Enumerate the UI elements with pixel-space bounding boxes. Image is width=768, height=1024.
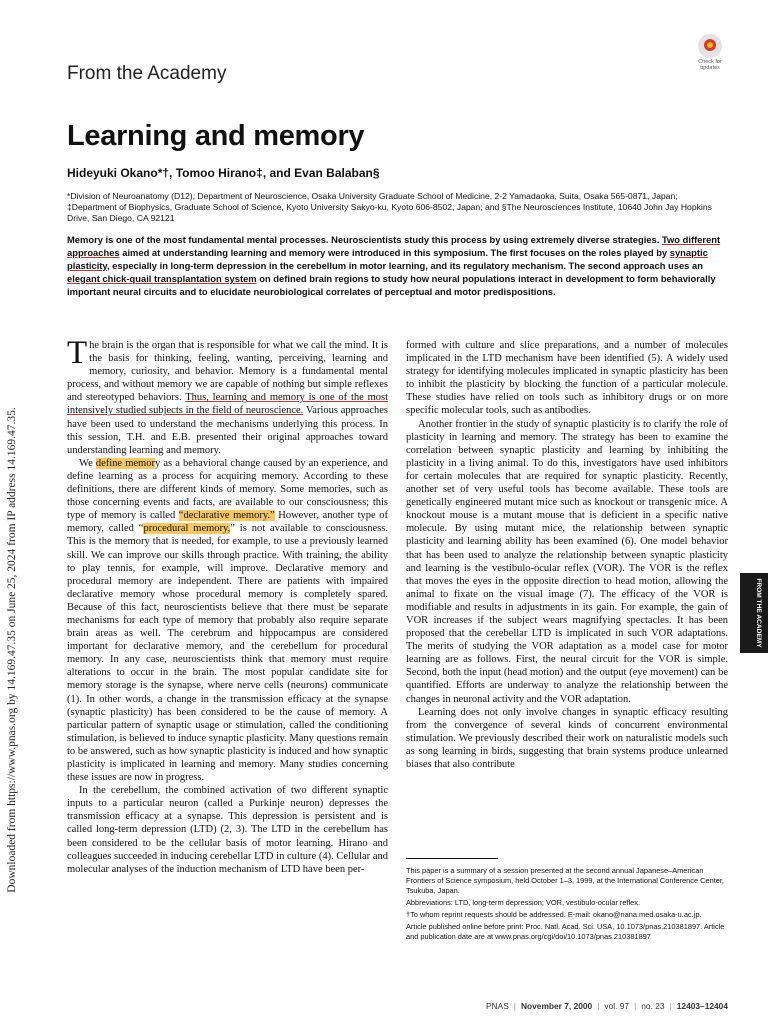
page-footer <box>380 1001 728 1011</box>
paragraph <box>67 335 388 457</box>
paragraph: formed with culture and slice preparations, and a number of molecules implicated in the LTD mechanism have been identified (5). A widely used strategy for identifying molecules implicated in synaptic plasticity has been to inhibit the plasticity by blocking the function of a particular molecule. These studies have relied on tools such as inhibitory drugs or on more specific molecular tools, such as antibodies. <box>406 340 728 417</box>
paragraph-text: Various approaches have been used to understand the mechanisms underlying this process. In this session, T.H. and E.B. presented their original approaches toward understanding learning and memory. <box>67 405 388 456</box>
footnote: Article published online before print: Proc. Natl. Acad. Sci. USA, 10.1073/pnas.210381897. Article and publication date are at www.pnas.org/cgi/doi/10.1073/pnas.210381897 <box>406 922 725 941</box>
abstract <box>67 233 729 298</box>
highlight: procedural memory, <box>143 523 231 535</box>
footnote: This paper is a summary of a session presented at the second annual Japanese–American Frontiers of Science symposium, held October 1–3, 1999, at the International Conference Center, Tsukuba, Japan. <box>406 866 724 895</box>
footnote: †To whom reprint requests should be addressed. E-mail: okano@nana.med.osaka-u.ac.jp. <box>406 910 702 919</box>
paragraph: Another frontier in the study of synaptic plasticity is to clarify the role of plasticity in learning and memory. The strategy has been to examine the correlation between synaptic plasticity and learning by inhibiting the plasticity in a living animal. To do this, investigators have used inhibitors for certain molecules that are required for synaptic plasticity. Recently, another set of very useful tools has become available. These tools are genetically engineered mutant mice such as knockout or transgenic mice. A knockout mouse is a mutant mouse that is deficient in a specific native molecule. By using mutant mice, the relationship between synaptic plasticity and learning ability has been examined (6). One model behavior that has been used to analyze the relationship between synaptic plasticity and learning is the vestibulo-ocular reflex (VOR). The VOR is the reflex that moves the eyes in the opposite direction to head motion, allowing the animal to fixate on the visual image (7). The efficacy of the VOR is modifiable and results in adjustments in its gain. For example, the gain of VOR increases if the subject wears magnifying spectacles. It has been proposed that the cerebellar LTD is implicated in such VOR adaptations. The merits of studying the VOR adaptation as a model case for motor learning are as follows. First, the neural circuit for the VOR is simple. Second, both the input (head motion) and the output (eye movement) can be quantified. Efforts are underway to analyze the relationship between the changes in neuronal activity and the VOR adaptation. <box>406 418 728 705</box>
paragraph <box>67 457 388 784</box>
footer-separator: | <box>669 1001 672 1011</box>
abstract-underline: Two different approaches <box>67 234 721 258</box>
issue-date: November 7, 2000 <box>520 1001 593 1011</box>
body-column-right <box>406 339 728 771</box>
paragraph: In the cerebellum, the combined activation of two different synaptic inputs to a particular neuron (called a Purkinje neuron) depresses the transmission efficacy at a synapse. This depression is persistent and is called long-term depression (LTD) (2, 3). The LTD in the cerebellum has been considered to be the cellular basis of motor learning. Hirano and colleagues succeeded in inducing cerebellar LTD in culture (4). Cellular and molecular analyses of the induction mechanism of LTD have been per- <box>67 785 388 875</box>
page-range: 12403–12404 <box>676 1001 728 1011</box>
paragraph-text: We <box>79 457 96 469</box>
article-title: Learning and memory <box>67 120 365 152</box>
download-stamp-text: Downloaded from https://www.pnas.org by 14.169.47.35 on June 25, 2024 from IP address 14.169.47.35. <box>6 407 18 893</box>
paragraph-text: he brain is the organ that is responsible for what we call the mind. It is the basis for thinking, feeling, wanting, perceiving, learning and memory, curiosity, and behavior. Memory is a fundamental mental process, and without memory we are capable of nothing but simple reflexes and stereotyped behaviors. <box>67 340 388 404</box>
section-side-tab <box>740 573 768 653</box>
section-heading: From the Academy <box>67 63 227 84</box>
abstract-text: Memory is one of the most fundamental mental processes. Neuroscientists study this process by using extremely diverse strategies. <box>67 234 662 245</box>
abstract-underline: synaptic plasticity <box>67 247 708 271</box>
check-updates-icon-center <box>707 42 713 48</box>
check-updates-label: Check for updates <box>698 59 722 71</box>
side-tab-label: FROM THE ACADEMY <box>755 578 762 648</box>
drop-cap: T <box>67 335 88 371</box>
footnotes <box>406 866 728 944</box>
abstract-text: , especially in long-term depression in the cerebellum in motor learning, and its regulatory mechanism. The second approach uses an <box>106 260 703 271</box>
underlined-sentence: Thus, learning and memory is one of the most intensively studied subjects in the field of neuroscience. <box>67 392 388 417</box>
issue-number: no. 23 <box>641 1001 665 1011</box>
highlight: “declarative memory.” <box>178 510 275 522</box>
paragraph-text: ” is not available to consciousness. This is the memory that is needed, for example, to use a previously learned skill. We can improve our skills through practice. With training, the ability to play tennis, for example, will improve. Declarative memory and procedural memory are independent. There are patients with impaired declarative memory whose procedural memory is completely spared. Because of this fact, neuroscientists believe that there must be separate mechanisms for each type of memory that probably also require separate brain areas as well. The cerebrum and hippocampus are considered important for declarative memory, and the cerebellum for procedural memory. In any case, neuroscientists think that memory must require alterations to occur in the brain. The most popular candidate site for memory storage is the synapse, where nerve cells (neurons) communicate (1). In other words, a change in the transmission efficacy at the synapse (synaptic plasticity) has been considered to be the cause of memory. A particular pattern of synaptic usage or stimulation, called the conditioning stimulation, is believed to induce synaptic plasticity. Many questions remain to be answered, such as how synaptic plasticity is induced and how synaptic plasticity is implicated in learning and memory. Many studies concerning these issues are now in progress. <box>67 523 388 784</box>
affiliations: *Division of Neuroanatomy (D12), Department of Neuroscience, Osaka University Graduate School of Medicine, 2-2 Yamadaoka, Suita, Osaka 565-0871, Japan; ‡Department of Biophysics, Graduate School of Science, Kyoto University Sakyo-ku, Kyoto 606-8502, Japan; and §The Neurosciences Institute, 10640 John Jay Hopkins Drive, San Diego, CA 92121 <box>67 191 712 224</box>
journal-name: PNAS <box>485 1001 509 1011</box>
footer-separator: | <box>513 1001 516 1011</box>
abstract-underline: elegant chick-quail transplantation system <box>67 273 257 284</box>
highlight: define memor <box>95 457 155 469</box>
paragraph-text: y as a behavioral change caused by an experience, and define learning as a process for acquiring memory. According to these definitions, there are different kinds of memory. Some memories, such as those concerning events and facts, are available to our consciousness; this type of memory is called <box>67 457 388 522</box>
volume: vol. 97 <box>604 1001 630 1011</box>
footer-separator: | <box>597 1001 600 1011</box>
footnote: Abbreviations: LTD, long-term depression; VOR, vestibulo-ocular reflex. <box>406 898 640 907</box>
download-stamp <box>2 305 22 995</box>
abstract-text: aimed at understanding learning and memory were introduced in this symposium. The first focuses on the roles played by <box>119 247 670 258</box>
check-for-updates-badge[interactable] <box>690 34 730 74</box>
footer-separator: | <box>634 1001 637 1011</box>
body-column-left <box>67 335 389 876</box>
abstract-text: on defined brain regions to study how neural populations interact in development to form behaviorally important neural circuits and to elucidate neurobiological correlates of perceptual and motor predispositions. <box>67 273 716 297</box>
author-list: Hideyuki Okano*†, Tomoo Hirano‡, and Evan Balaban§ <box>67 166 380 180</box>
paragraph-text: However, another type of memory, called “ <box>67 510 389 535</box>
footnote-divider <box>406 858 498 859</box>
paragraph: Learning does not only involve changes in synaptic efficacy resulting from the convergence of several kinds of concurrent environmental stimulation. We previously described their work on naturalistic models such as song learning in birds, suggesting that brain systems produce unlearned biases that also contribute <box>406 706 728 770</box>
